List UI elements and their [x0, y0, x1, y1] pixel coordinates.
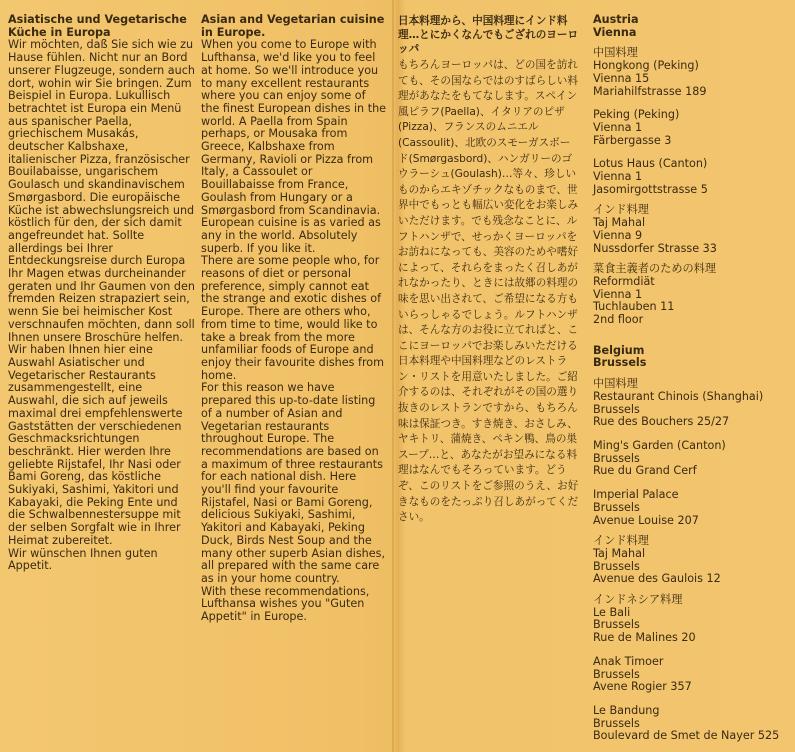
- restaurant-entry: [593, 607, 789, 645]
- page-fold: [392, 0, 394, 752]
- restaurant-city: Brussels: [593, 667, 640, 681]
- restaurant-entry: [593, 489, 789, 527]
- restaurant-entry: [593, 656, 789, 694]
- restaurant-name: Lotus Haus (Canton): [593, 157, 708, 171]
- restaurant-city: Vienna 9: [593, 228, 643, 242]
- english-paragraph: With these recommendations, Lufthansa wishes you "Guten Appetit" in Europe.: [201, 584, 370, 624]
- english-paragraph: There are some people who, for reasons of diet or personal preference, simply cannot eat the strange and exotic dishes of Europe. There are others who, from time to time, would like to take a break from the more unfamiliar foods of Europe and enjoy their favourite dishes from home.: [201, 254, 385, 382]
- german-title: Asiatische und Vegetarische Küche in Europa: [8, 13, 187, 39]
- cuisine-category: 中国料理: [593, 46, 638, 60]
- german-column: [8, 14, 196, 573]
- restaurant-address: Mariahilfstrasse 189: [593, 84, 707, 98]
- restaurant-entry: [593, 548, 789, 586]
- restaurant-address: Rue de Malines 20: [593, 631, 696, 645]
- restaurant-address: 2nd floor: [593, 313, 644, 327]
- japanese-body: もちろんヨーロッパは、どの国を訪れても、その国ならではのすばらしい料理があなたをもてなします。スペイン風ピラフ(Paella)、イタリアのピザ(Pizza)、フランスのムニエル(Cassoulit)、北欧のスモーガスボード(Smørgasbord)、ハンガリーのゴウラーシュ(Goulash)…等々、珍しいものからエキゾチックなものまで、世界中でもっとも幅広い変化をお楽しみいただけます。でも残念なことに、ルフトハンザで、せっかくヨーロッパをお訪ねになっても、美容のためや嗜好によって、それらをまったく召しあがれなかったり、ときには故郷の料理の味を思い出されて、ご希望になる方もいらっしゃるでしょう。ルフトハンザは、そんな方のお役に立てればと、ここにヨーロッパでお楽しみいただける日本料理や中国料理などのレストラン・リストを用意いたしました。ご紹介するのは、それぞれがその国の選り抜きのレストランですから、もちろん味は保証つき。すき焼き、おさしみ、ヤキトリ、蒲焼き、ペキン鴨、鳥の巣スープ…と、あなたがお望みになる料理はなんでもそろっています。どうぞ、このリストをご参照のうえ、お好きなものをたっぷり召しあがってください。: [398, 59, 579, 524]
- restaurant-entry: [593, 276, 789, 327]
- restaurant-address: Rue du Grand Cerf: [593, 464, 697, 478]
- restaurant-city: Vienna 1: [593, 287, 643, 301]
- cuisine-category: 菜食主義者のための料理: [593, 262, 717, 276]
- country-section-belgium: [593, 345, 789, 743]
- restaurant-city: Brussels: [593, 559, 640, 573]
- cuisine-category: 中国料理: [593, 377, 638, 391]
- german-closing: Wir wünschen Ihnen guten Appetit.: [8, 546, 158, 573]
- japanese-column: [398, 14, 580, 526]
- restaurant-entry: [593, 217, 789, 255]
- restaurant-listing: [593, 14, 789, 743]
- restaurant-address: Tuchlauben 11: [593, 300, 675, 314]
- restaurant-name: Ming's Garden (Canton): [593, 438, 726, 452]
- restaurant-city: Brussels: [593, 500, 640, 514]
- restaurant-name: Peking (Peking): [593, 108, 680, 122]
- restaurant-name: Reformdiät: [593, 274, 655, 288]
- restaurant-address: Rue des Bouchers 25/27: [593, 415, 730, 429]
- city-name: Vienna: [593, 25, 637, 39]
- country-name: Austria: [593, 13, 639, 26]
- restaurant-address: Färbergasse 3: [593, 133, 672, 147]
- restaurant-address: Avene Rogier 357: [593, 680, 692, 694]
- japanese-title: 日本料理から、中国料理にインド料理…とにかくなんでもござれのヨーロッパ: [398, 15, 579, 55]
- restaurant-address: Avenue des Gaulois 12: [593, 572, 721, 586]
- restaurant-city: Vienna 1: [593, 170, 643, 184]
- restaurant-entry: [593, 60, 789, 98]
- restaurant-city: Vienna 15: [593, 71, 650, 85]
- english-column: [201, 14, 387, 624]
- restaurant-entry: [593, 391, 789, 429]
- restaurant-name: Anak Timoer: [593, 654, 664, 668]
- country-name: Belgium: [593, 343, 645, 357]
- restaurant-name: Le Bali: [593, 605, 631, 619]
- german-body: Wir möchten, daß Sie sich wie zu Hause fühlen. Nicht nur an Bord unserer Flugzeuge, sondern auch dort, wohin wir Sie bringen. Zum Beispiel in Europa. Lukullisch betrachtet ist Europa ein Menü aus spanischer Paella, griechischem Musakás, deutscher Kalbshaxe, italienischer Pizza, französischer Bouilabaisse, ungarischem Goulasch und skandinavischem Smørgasbord. Die europäische Küche ist abwechslungsreich und köstlich für den, der sich damit angefreundet hat. Sollte allerdings bei Ihrer Entdeckungsreise durch Europa Ihr Magen etwas durcheinander geraten und Ihr Gaumen von den fremden Reizen strapaziert sein, wenn Sie bei heimischer Kost verschnaufen möchten, dann soll Ihnen unsere Broschüre helfen. Wir haben Ihnen hier eine Auswahl Asiatischer und Vegetarischer Restaurants zusammengestellt, eine Auswahl, die sich auf jeweils maximal drei empfehlenswerte Gaststätten der verschiedenen Geschmacksrichtungen beschränkt. Hier werden Ihre geliebte Rijstafel, Ihr Nasi oder Bami Goreng, das köstliche Sukiyaki, Sashimi, Yakitori und Kabayaki, die Peking Ente und die Schwalbennestersuppe mit der selben Sorgfalt wie in Ihrer Heimat zubereitet.: [8, 38, 195, 547]
- restaurant-address: Avenue Louise 207: [593, 513, 699, 527]
- english-paragraph: For this reason we have prepared this up-to-date listing of a number of Asian and Vegetarian restaurants throughout Europe. The recommendations are based on a maximum of three restaurants for each national dish. Here you'll find your favourite Rijstafel, Nasi or Bami Goreng, delicious Sukiyaki, Sashimi, Yakitori and Kabayaki, Peking Duck, Birds Nest Soup and the many other superb Asian dishes, all prepared with the same care as in your home country.: [201, 381, 386, 585]
- restaurant-entry: [593, 440, 789, 478]
- restaurant-address: Jasomirgottstrasse 5: [593, 182, 708, 196]
- cuisine-category: インド料理: [593, 203, 649, 217]
- restaurant-city: Brussels: [593, 451, 640, 465]
- city-name: Brussels: [593, 356, 647, 370]
- restaurant-city: Brussels: [593, 716, 640, 730]
- restaurant-name: Taj Mahal: [593, 216, 646, 230]
- restaurant-name: Hongkong (Peking): [593, 59, 699, 73]
- country-section-austria: [593, 14, 789, 327]
- restaurant-entry: [593, 109, 789, 147]
- restaurant-address: Nussdorfer Strasse 33: [593, 241, 717, 255]
- restaurant-entry: [593, 158, 789, 196]
- restaurant-entry: [593, 705, 789, 743]
- restaurant-name: Restaurant Chinois (Shanghai): [593, 389, 764, 403]
- restaurant-name: Taj Mahal: [593, 546, 646, 560]
- restaurant-city: Brussels: [593, 402, 640, 416]
- restaurant-city: Brussels: [593, 618, 640, 632]
- restaurant-name: Imperial Palace: [593, 488, 679, 502]
- english-title: Asian and Vegetarian cuisine in Europe.: [201, 13, 385, 39]
- restaurant-name: Le Bandung: [593, 703, 660, 717]
- cuisine-category: インド料理: [593, 534, 649, 548]
- restaurant-city: Vienna 1: [593, 120, 643, 134]
- restaurant-address: Boulevard de Smet de Nayer 525: [593, 729, 780, 743]
- english-paragraph: When you come to Europe with Lufthansa, we'd like you to feel at home. So we'll introduce you to many excellent restaurants where you can enjoy some of the finest European dishes in the world. A Paella from Spain perhaps, or Mousaka from Greece, Kalbshaxe from Germany, Ravioli or Pizza from Italy, a Cassoulet or Bouillabaisse from France, Goulash from Hungary or a Smørgasbord from Scandinavia. European cuisine is as varied as any in the world. Absolutely superb. If you like it.: [201, 38, 387, 255]
- cuisine-category: インドネシア料理: [593, 593, 683, 607]
